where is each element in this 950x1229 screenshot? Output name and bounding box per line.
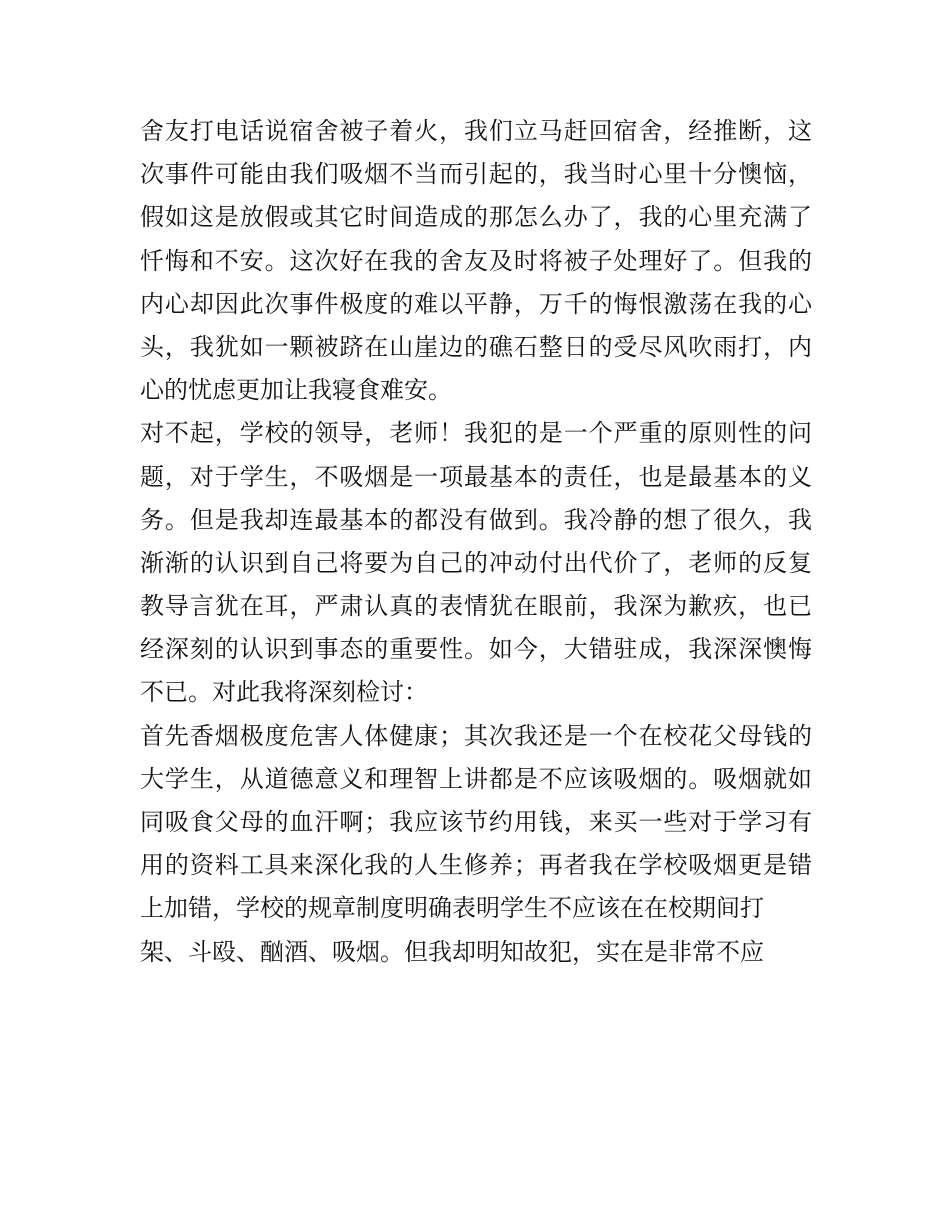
text-line: 忏悔和不安。这次好在我的舍友及时将被子处理好了。但我的 <box>140 246 812 275</box>
text-line: 头，我犹如一颗被跻在山崖边的礁石整日的受尽风吹雨打，内 <box>140 332 812 361</box>
text-line: 假如这是放假或其它时间造成的那怎么办了，我的心里充满了 <box>140 203 812 232</box>
text-line: 用的资料工具来深化我的人生修养；再者我在学校吸烟更是错 <box>140 851 812 880</box>
text-line: 架、斗殴、酗酒、吸烟。但我却明知故犯，实在是非常不应 <box>140 937 764 966</box>
text-line: 务。但是我却连最基本的都没有做到。我冷静的想了很久，我 <box>140 505 812 534</box>
text-line: 次事件可能由我们吸烟不当而引起的，我当时心里十分懊恼， <box>140 160 812 189</box>
text-line: 心的忧虑更加让我寝食难安。 <box>140 376 452 405</box>
text-line: 渐渐的认识到自己将要为自己的冲动付出代价了，老师的反复 <box>140 548 812 577</box>
text-line: 教导言犹在耳，严肃认真的表情犹在眼前，我深为歉疚，也已 <box>140 592 812 621</box>
text-line: 同吸食父母的血汗啊；我应该节约用钱，来买一些对于学习有 <box>140 808 812 836</box>
text-line: 不已。对此我将深刻检讨： <box>140 678 428 707</box>
text-line: 上加错，学校的规章制度明确表明学生不应该在在校期间打 <box>140 894 764 923</box>
text-line: 大学生，从道德意义和理智上讲都是不应该吸烟的。吸烟就如 <box>140 764 812 793</box>
text-line: 首先香烟极度危害人体健康；其次我还是一个在校花父母钱的 <box>140 721 812 750</box>
text-line: 经深刻的认识到事态的重要性。如今，大错驻成，我深深懊悔 <box>140 635 812 664</box>
text-line: 内心却因此次事件极度的难以平静，万千的悔恨激荡在我的心 <box>140 289 812 318</box>
text-line: 题，对于学生，不吸烟是一项最基本的责任，也是最基本的义 <box>140 462 812 491</box>
text-line: 舍友打电话说宿舍被子着火，我们立马赶回宿舍，经推断，这 <box>140 117 812 145</box>
text-line: 对不起，学校的领导，老师！我犯的是一个严重的原则性的问 <box>140 419 812 448</box>
document-body <box>140 110 812 974</box>
